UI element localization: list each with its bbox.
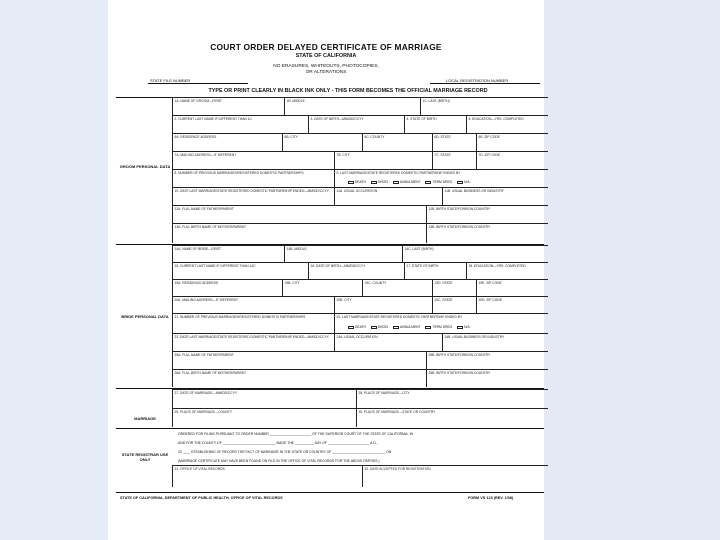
- checkbox-icon[interactable]: [393, 181, 399, 184]
- groom-current-last-name-field[interactable]: 2. CURRENT LAST NAME IF DIFFERENT THAN 1C: [172, 115, 308, 133]
- groom-first-name-field[interactable]: 1A. NAME OF GROOM—FIRST: [172, 97, 284, 115]
- option-term-dreg: TERM DREG: [432, 325, 453, 329]
- groom-mailing-state-field[interactable]: 7C. STATE: [432, 151, 476, 169]
- state-file-line: [148, 83, 248, 84]
- form-instruction: TYPE OR PRINT CLEARLY IN BLACK INK ONLY - THIS FORM BECOMES THE OFFICIAL MARRIAGE RECORD: [208, 88, 488, 94]
- bride-mailing-city-field[interactable]: 20B. CITY: [334, 296, 432, 313]
- form-no-erasures: [108, 64, 544, 76]
- no-erasures-line: NO ERASURES, WHITEOUTS, PHOTOCOPIES,: [273, 64, 379, 69]
- option-death: DEATH: [355, 180, 366, 184]
- marriage-state-field[interactable]: 30. PLACE OF MARRIAGE—STATE OR COUNTRY: [356, 408, 548, 427]
- bride-father-field[interactable]: 25A. FULL NAME OF FATHER/PARENT: [172, 351, 426, 369]
- bride-current-last-name-field[interactable]: 15. CURRENT LAST NAME IF DIFFERENT THAN 14C: [172, 262, 308, 279]
- marriage-section-label: MARRIAGE: [134, 416, 156, 421]
- groom-residence-field[interactable]: 6A. RESIDENCE ADDRESS: [172, 133, 282, 151]
- bride-dob-field[interactable]: 16. DATE OF BIRTH—MM/DD/CCYY: [308, 262, 404, 279]
- groom-middle-name-field[interactable]: 1B. MIDDLE: [284, 97, 420, 115]
- bride-middle-name-field[interactable]: 14B. MIDDLE: [284, 245, 402, 262]
- bride-zip-field[interactable]: 19E. ZIP CODE: [476, 279, 548, 296]
- groom-birth-state-field[interactable]: 4. STATE OF BIRTH: [404, 115, 466, 133]
- or-alterations-line: OR ALTERATIONS: [305, 70, 347, 75]
- groom-county-field[interactable]: 6C. COUNTY: [362, 133, 432, 151]
- bride-ended-by-field[interactable]: 22. LAST MARRIAGE/STATE REGISTERED DOMESTIC PARTNERSHIP ENDED BY: [334, 313, 548, 333]
- date-accepted-field[interactable]: 32. DATE ACCEPTED FOR REGISTRATION: [362, 465, 548, 487]
- bride-previous-marriages-field[interactable]: 21. NUMBER OF PREVIOUS MARRIAGES/REGISTERED DOMESTIC PARTNERSHIPS: [172, 313, 334, 333]
- option-annulment: ANNULMENT: [400, 325, 421, 329]
- groom-father-field[interactable]: 12A. FULL NAME OF FATHER/PARENT: [172, 205, 426, 223]
- marriage-county-field[interactable]: 29. PLACE OF MARRIAGE—COUNTY: [172, 408, 356, 427]
- bride-last-marriage-date-field[interactable]: 23. DATE LAST MARRIAGE/STATE REGISTERED DOMESTIC PARTNERSHIP ENDED—MM/DD/CCYY: [172, 333, 334, 351]
- bottom-border: [116, 492, 544, 493]
- groom-mailing-city-field[interactable]: 7B. CITY: [334, 151, 432, 169]
- registrar-line-1: ORDERED FOR FILING PURSUANT TO ORDER NUMBER ______________________ OF THE SUPERIOR COURT OF THE STATE OF CALIFORNIA, IN: [178, 432, 413, 436]
- checkbox-icon[interactable]: [457, 326, 463, 329]
- bride-residence-field[interactable]: 19A. RESIDENCE ADDRESS: [172, 279, 282, 296]
- checkbox-icon[interactable]: [393, 326, 399, 329]
- checkbox-icon[interactable]: [371, 181, 377, 184]
- bride-section-label: BRIDE PERSONAL DATA: [121, 314, 169, 319]
- groom-mailing-field[interactable]: 7A. MAILING ADDRESS—IF DIFFERENT: [172, 151, 334, 169]
- option-na: N/A: [464, 325, 470, 329]
- groom-grid: [172, 97, 548, 243]
- bride-mailing-state-field[interactable]: 20C. STATE: [432, 296, 476, 313]
- groom-state-field[interactable]: 6D. STATE: [432, 133, 476, 151]
- option-term-dreg: TERM DREG: [432, 180, 453, 184]
- groom-last-marriage-date-field[interactable]: 10. DATE LAST MARRIAGE/STATE REGISTERED DOMESTIC PARTNERSHIP ENDED—MM/DD/CCYY: [172, 187, 334, 205]
- marriage-grid: [172, 389, 548, 427]
- bride-city-field[interactable]: 19B. CITY: [282, 279, 362, 296]
- checkbox-icon[interactable]: [457, 181, 463, 184]
- bride-county-field[interactable]: 19C. COUNTY: [362, 279, 432, 296]
- bride-first-name-field[interactable]: 14A. NAME OF BRIDE—FIRST: [172, 245, 284, 262]
- groom-dob-field[interactable]: 3. DATE OF BIRTH—MM/DD/CCYY: [308, 115, 404, 133]
- bride-mailing-field[interactable]: 20A. MAILING ADDRESS—IF DIFFERENT: [172, 296, 334, 313]
- marriage-city-field[interactable]: 28. PLACE OF MARRIAGE—CITY: [356, 389, 548, 408]
- footer-form-number: FORM VS 123 (REV. 1/08): [468, 496, 514, 500]
- local-registration-number: LOCAL REGISTRATION NUMBER: [446, 78, 509, 83]
- bride-father-birth-field[interactable]: 25B. BIRTH STATE/FOREIGN COUNTRY: [426, 351, 548, 369]
- bride-mailing-zip-field[interactable]: 20D. ZIP CODE: [476, 296, 548, 313]
- registrar-line-4: (MARRIAGE CERTIFICATE MAY HAVE BEEN FOUND ON FILE IN THE OFFICE OF VITAL RECORDS FOR THE ABOVE PARTIES.): [178, 459, 380, 463]
- marriage-date-field[interactable]: 27. DATE OF MARRIAGE—MM/DD/CCYY: [172, 389, 356, 408]
- right-background-panel: [544, 0, 720, 540]
- footer-department: STATE OF CALIFORNIA, DEPARTMENT OF PUBLIC HEALTH, OFFICE OF VITAL RECORDS: [120, 496, 283, 500]
- option-disso: DISSO: [377, 180, 389, 184]
- groom-section-label: GROOM PERSONAL DATA: [119, 164, 171, 169]
- bride-birth-state-field[interactable]: 17. STATE OF BIRTH: [404, 262, 466, 279]
- form-state: STATE OF CALIFORNIA: [295, 53, 357, 59]
- groom-city-field[interactable]: 6B. CITY: [282, 133, 362, 151]
- bride-grid: [172, 245, 548, 387]
- bride-mother-birth-field[interactable]: 26B. BIRTH STATE/FOREIGN COUNTRY: [426, 369, 548, 387]
- option-na: N/A: [464, 180, 470, 184]
- groom-last-name-field[interactable]: 1C. LAST (BIRTH): [420, 97, 548, 115]
- groom-zip-field[interactable]: 6E. ZIP CODE: [476, 133, 548, 151]
- form-title: COURT ORDER DELAYED CERTIFICATE OF MARRIAGE: [210, 42, 442, 52]
- checkbox-icon[interactable]: [425, 326, 431, 329]
- registrar-line-3: 20 ____ ESTABLISHING OF RECORD THE FACT OF MARRIAGE IN THE STATE OR COUNTRY OF ____________________________ ON: [178, 450, 392, 454]
- marriage-certificate-form: [108, 0, 544, 540]
- groom-mailing-zip-field[interactable]: 7D. ZIP CODE: [476, 151, 548, 169]
- groom-ended-by-options: [344, 180, 470, 184]
- vital-records-office-field[interactable]: 31. OFFICE OF VITAL RECORDS: [172, 465, 362, 487]
- bride-ended-by-options: [344, 325, 470, 329]
- bride-last-name-field[interactable]: 14C. LAST (BIRTH): [402, 245, 548, 262]
- groom-father-birth-field[interactable]: 12B. BIRTH STATE/FOREIGN COUNTRY: [426, 205, 548, 223]
- checkbox-icon[interactable]: [348, 326, 354, 329]
- registrar-grid: [172, 465, 548, 487]
- left-background-panel: [0, 0, 108, 540]
- bride-mother-field[interactable]: 26A. FULL BIRTH NAME OF MOTHER/PARENT: [172, 369, 426, 387]
- bride-occupation-field[interactable]: 24A. USUAL OCCUPATION: [334, 333, 442, 351]
- option-disso: DISSO: [377, 325, 389, 329]
- option-annulment: ANNULMENT: [400, 180, 421, 184]
- groom-industry-field[interactable]: 11B. USUAL BUSINESS OR INDUSTRY: [442, 187, 548, 205]
- option-death: DEATH: [355, 325, 366, 329]
- groom-education-field[interactable]: 5. EDUCATION—YRS. COMPLETED: [466, 115, 548, 133]
- groom-mother-field[interactable]: 13A. FULL BIRTH NAME OF MOTHER/PARENT: [172, 223, 426, 243]
- groom-occupation-field[interactable]: 11A. USUAL OCCUPATION: [334, 187, 442, 205]
- groom-previous-marriages-field[interactable]: 8. NUMBER OF PREVIOUS MARRIAGES/REGISTERED DOMESTIC PARTNERSHIPS: [172, 169, 334, 187]
- bride-industry-field[interactable]: 24B. USUAL BUSINESS OR INDUSTRY: [442, 333, 548, 351]
- bride-state-field[interactable]: 19D. STATE: [432, 279, 476, 296]
- registrar-line-2: AND FOR THE COUNTY OF ____________________________ MADE THE __________ DAY OF ______________________ A.D.,: [178, 441, 378, 445]
- marriage-registrar-divider: [116, 428, 544, 429]
- checkbox-icon[interactable]: [371, 326, 377, 329]
- registrar-section-label: STATE REGISTRAR USE ONLY: [121, 452, 169, 463]
- bride-education-field[interactable]: 18. EDUCATION—YRS. COMPLETED: [466, 262, 548, 279]
- groom-mother-birth-field[interactable]: 13B. BIRTH STATE/FOREIGN COUNTRY: [426, 223, 548, 243]
- groom-ended-by-field[interactable]: 9. LAST MARRIAGE/STATE REGISTERED DOMESTIC PARTNERSHIP ENDED BY: [334, 169, 548, 187]
- state-file-number: STATE FILE NUMBER: [150, 78, 191, 83]
- local-reg-line: [430, 83, 540, 84]
- checkbox-icon[interactable]: [348, 181, 354, 184]
- checkbox-icon[interactable]: [425, 181, 431, 184]
